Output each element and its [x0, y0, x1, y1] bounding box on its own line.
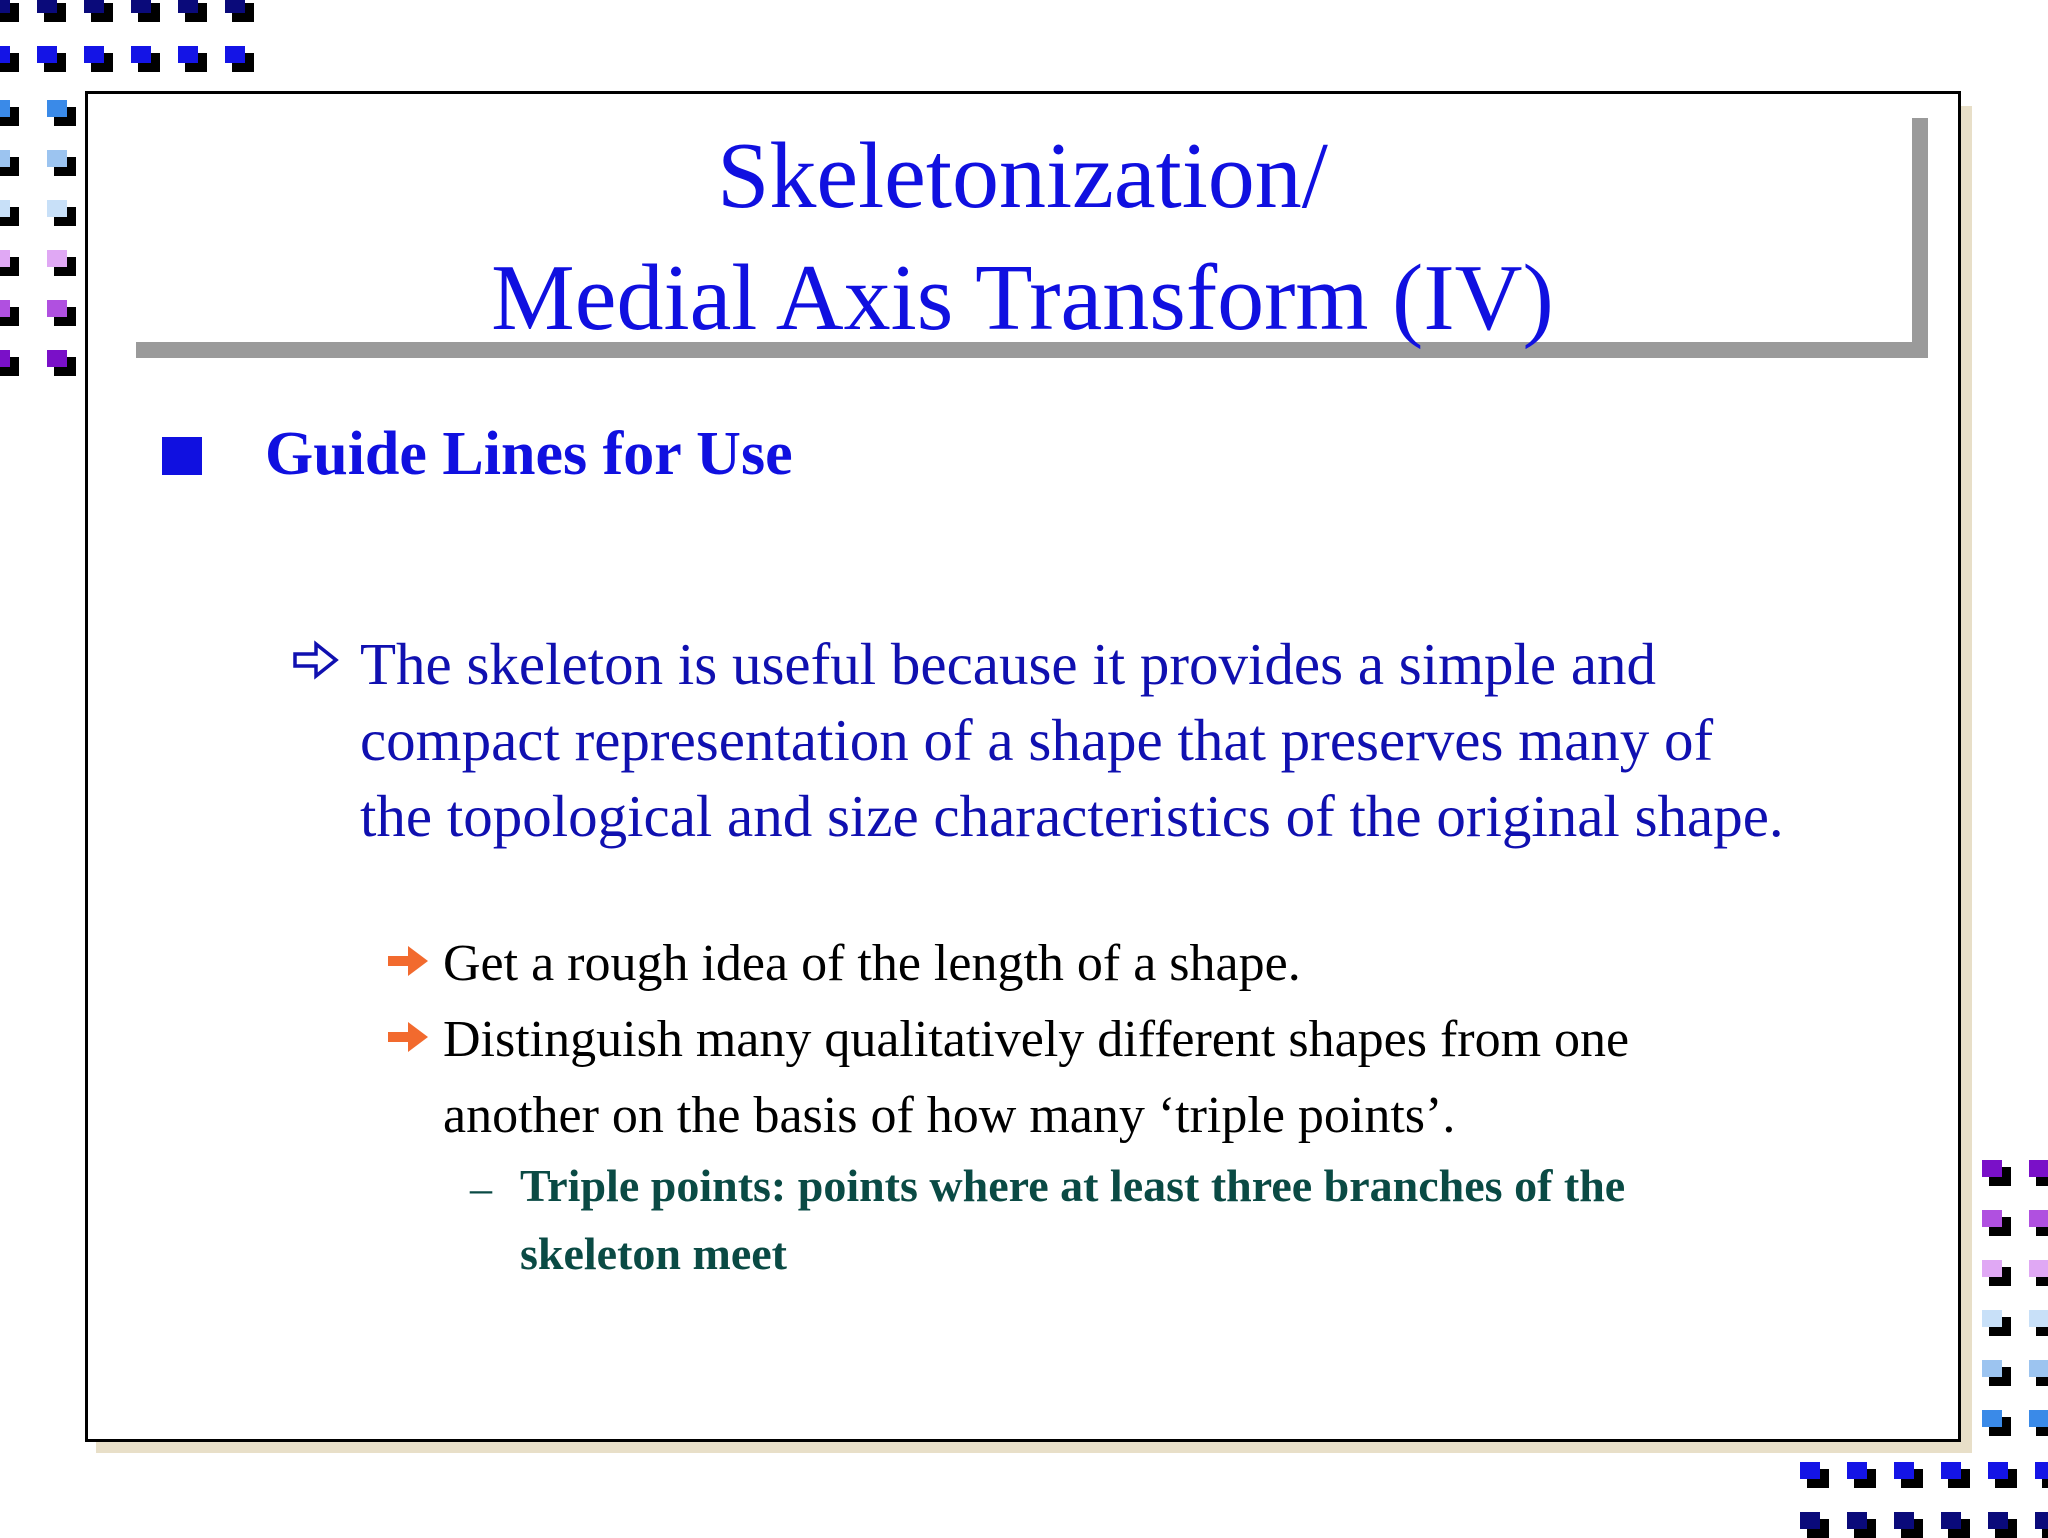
- decorative-square: [0, 0, 19, 22]
- decorative-square: [225, 0, 254, 22]
- decorative-square: [47, 350, 76, 376]
- decorative-square: [2029, 1410, 2048, 1436]
- decorative-square: [1941, 1462, 1970, 1488]
- decorative-square: [47, 150, 76, 176]
- decorative-square: [2029, 1210, 2048, 1236]
- decorative-square: [2029, 1360, 2048, 1386]
- slide-title-line-2: Medial Axis Transform (IV): [491, 246, 1554, 350]
- sub-point-2-line-1: Distinguish many qualitatively different shapes from one: [443, 1011, 1630, 1068]
- sub-point-2-line-2: another on the basis of how many ‘triple points’.: [443, 1087, 1456, 1144]
- definition-line-2: skeleton meet: [520, 1228, 787, 1279]
- decorative-square: [1982, 1260, 2011, 1286]
- definition-line-1: Triple points: points where at least three branches of the: [520, 1160, 1626, 1211]
- slide-title-line-1: Skeletonization/: [717, 124, 1328, 228]
- decorative-square: [225, 46, 254, 72]
- decorative-square: [1894, 1512, 1923, 1538]
- decorative-square: [2035, 1462, 2048, 1488]
- decorative-square: [178, 46, 207, 72]
- title-shadow-right: [1912, 118, 1928, 358]
- decorative-square: [0, 250, 19, 276]
- decorative-square: [0, 100, 19, 126]
- decorative-square: [2035, 1512, 2048, 1538]
- decorative-square: [0, 350, 19, 376]
- decorative-square: [2029, 1310, 2048, 1336]
- decorative-square: [178, 0, 207, 22]
- main-point-line-1: The skeleton is useful because it provides a simple and: [360, 631, 1657, 697]
- slide-title: [140, 115, 1905, 359]
- decorative-square: [84, 46, 113, 72]
- decorative-square: [84, 0, 113, 22]
- triple-points-definition: [520, 1152, 1920, 1288]
- decorative-square: [0, 200, 19, 226]
- definition-dash: –: [470, 1164, 492, 1213]
- orange-arrow-icon: [386, 1020, 430, 1054]
- decorative-square: [1982, 1210, 2011, 1236]
- decorative-square: [1847, 1462, 1876, 1488]
- sub-point-1: [443, 926, 1883, 1002]
- decorative-square: [47, 300, 76, 326]
- decorative-square: [1941, 1512, 1970, 1538]
- decorative-square: [1894, 1462, 1923, 1488]
- section-heading: Guide Lines for Use: [265, 420, 793, 488]
- decorative-square: [1800, 1512, 1829, 1538]
- decorative-square: [37, 46, 66, 72]
- main-point-line-3: the topological and size characteristics of the original shape.: [360, 783, 1784, 849]
- decorative-square: [1988, 1462, 2017, 1488]
- decorative-square: [1982, 1410, 2011, 1436]
- sub-point-1-line-1: Get a rough idea of the length of a shape.: [443, 935, 1301, 992]
- orange-arrow-icon: [386, 944, 430, 978]
- decorative-square: [131, 46, 160, 72]
- main-point: [360, 626, 1920, 854]
- decorative-square: [47, 100, 76, 126]
- decorative-square: [47, 250, 76, 276]
- decorative-square: [1982, 1160, 2011, 1186]
- decorative-square: [2029, 1260, 2048, 1286]
- decorative-square: [1982, 1360, 2011, 1386]
- main-point-line-2: compact representation of a shape that preserves many of: [360, 707, 1714, 773]
- decorative-square: [0, 150, 19, 176]
- decorative-square: [1800, 1462, 1829, 1488]
- decorative-square: [131, 0, 160, 22]
- filled-square-bullet-icon: [162, 437, 202, 475]
- decorative-square: [1847, 1512, 1876, 1538]
- decorative-square: [1982, 1310, 2011, 1336]
- decorative-square: [0, 300, 19, 326]
- decorative-square: [2029, 1160, 2048, 1186]
- sub-point-2: [443, 1002, 1883, 1154]
- decorative-square: [37, 0, 66, 22]
- decorative-square: [47, 200, 76, 226]
- decorative-square: [0, 46, 19, 72]
- outline-right-arrow-icon: [292, 640, 340, 680]
- decorative-square: [1988, 1512, 2017, 1538]
